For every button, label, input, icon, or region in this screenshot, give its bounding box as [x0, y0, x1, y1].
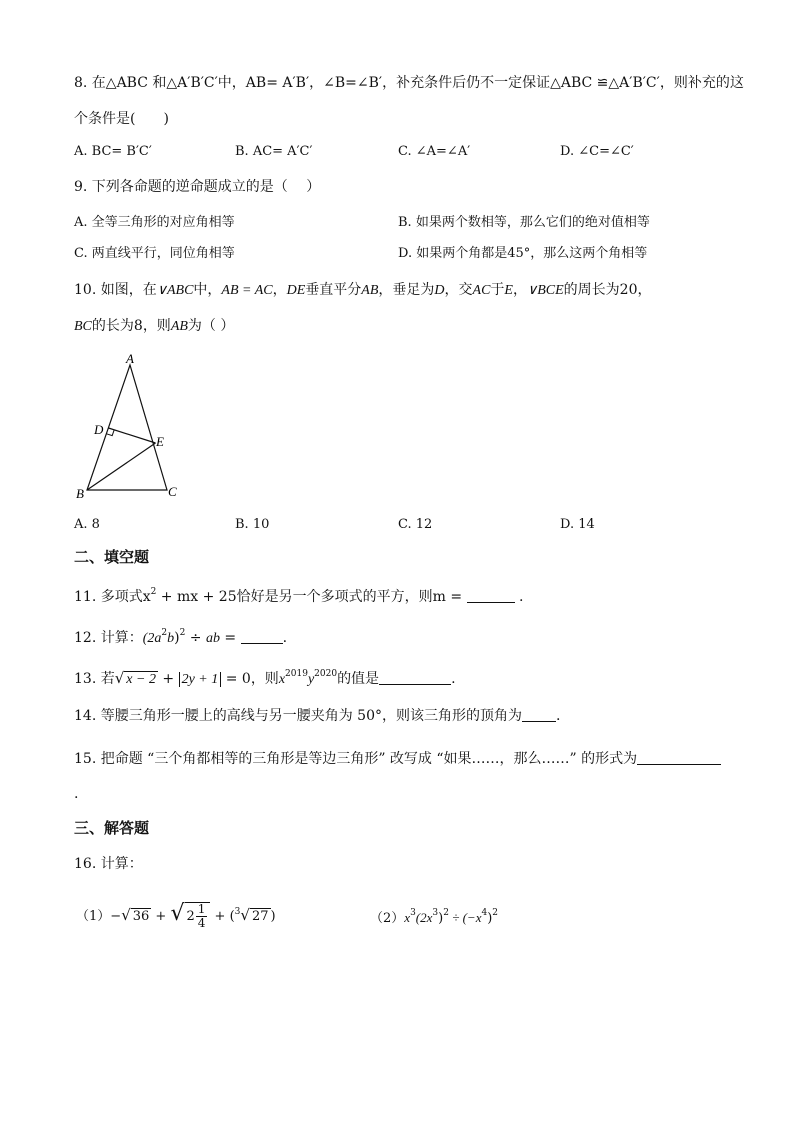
- segment-be: [87, 443, 156, 490]
- q12-text: 12. 计算：: [74, 630, 143, 646]
- q16-exp: 3: [410, 908, 416, 918]
- q10-text: ，垂足为: [378, 282, 435, 298]
- q10-option-c: C. 12: [398, 517, 433, 532]
- q14-answer-blank[interactable]: [522, 707, 556, 722]
- q13-answer-blank[interactable]: [379, 670, 451, 685]
- q15-text: 15. 把命题 “三个角都相等的三角形是等边三角形” 改写成 “如果……，那么……” 的形式为: [74, 751, 638, 767]
- q11-exponent: 2: [150, 587, 157, 597]
- q16-paren: ): [438, 911, 444, 926]
- segment-de: [109, 428, 156, 443]
- sqrt-sign-icon: √: [240, 906, 250, 924]
- q16-radicand-36: 36: [132, 909, 150, 924]
- q8-option-a: A. BC= B′C′: [74, 144, 152, 159]
- section-fill-in-heading: 二、填空题: [74, 548, 150, 566]
- q13-y: y: [307, 672, 315, 687]
- q11-x: x: [142, 589, 151, 605]
- q13-y-exp: 2020: [314, 669, 338, 679]
- q10-bc-length: 8: [133, 318, 143, 334]
- q10-line2: [74, 317, 234, 336]
- q16-exp: 2: [443, 908, 449, 918]
- q10-triangle-bce: ∨BCE: [526, 283, 564, 298]
- q10-text: 于: [490, 282, 505, 298]
- q13-x-exp: 2019: [285, 669, 308, 679]
- q9-option-c: C. 两直线平行，同位角相等: [74, 246, 235, 261]
- q16-whole: 2: [186, 909, 195, 924]
- q12-b: b: [167, 631, 175, 646]
- q10-de: DE: [286, 283, 306, 298]
- q8-option-c: C. ∠A=∠A′: [398, 144, 471, 159]
- q16-mixed-radicand: [185, 902, 211, 931]
- q16-exp: 2: [492, 908, 499, 918]
- q9-stem: 9. 下列各命题的逆命题成立的是（ ）: [74, 179, 321, 195]
- q13-text: 13. 若: [74, 671, 115, 687]
- q16-cube-index: 3: [234, 907, 241, 917]
- q16-neg: −: [110, 909, 122, 924]
- q16-fraction: [196, 903, 208, 930]
- q8-line1: 8. 在△ABC 和△A′B′C′中，AB= A′B′，∠B=∠B′，补充条件后仍不一定保证△ABC ≌△A′B′C′，则补充的这: [74, 75, 744, 91]
- q13-eq0: = 0: [221, 671, 251, 687]
- q16-exp: 3: [432, 908, 439, 918]
- q14-text: 14. 等腰三角形一腰上的高线与另一腰夹角为 50°，则该三角形的顶角为: [74, 708, 522, 724]
- q10-option-d: D. 14: [560, 517, 595, 532]
- q10-text: ，则: [142, 318, 171, 334]
- q10-ab: AB: [170, 319, 188, 334]
- q16-exp: 4: [481, 908, 488, 918]
- label-c: C: [168, 484, 177, 499]
- q10-line1: [74, 281, 652, 300]
- q10-text: 中，: [193, 282, 222, 298]
- q12-paren: ): [174, 630, 180, 646]
- q13-plus: +: [157, 671, 179, 687]
- q16-part2: [370, 904, 498, 928]
- q8-line2: 个条件是( ): [74, 111, 169, 127]
- q16-stem: 16. 计算：: [74, 856, 143, 872]
- q10-text: ，: [637, 282, 652, 298]
- q16-denominator: 4: [197, 916, 206, 930]
- q16-x: x: [404, 910, 411, 925]
- q14-period: .: [555, 708, 561, 724]
- q10-text: 为（ ）: [187, 318, 235, 334]
- q16-part1-label: （1）: [76, 909, 111, 924]
- q12-a-exp: 2: [161, 628, 168, 638]
- q10-bc: BC: [74, 319, 92, 334]
- q16-part1: [76, 902, 276, 931]
- q9-option-d: D. 如果两个角都是45°，那么这两个角相等: [398, 246, 648, 261]
- q12-a: a: [154, 631, 162, 646]
- q10-text: 的周长为: [563, 282, 620, 298]
- q15-answer-blank[interactable]: [637, 750, 721, 765]
- q10-text: 的长为: [91, 318, 134, 334]
- q16-plus: +: [151, 909, 171, 924]
- q16-part2-label: （2）: [370, 911, 405, 926]
- section-solution-heading: 三、解答题: [74, 819, 150, 837]
- q10-text: 10. 如图，在: [74, 282, 157, 298]
- q10-option-b: B. 10: [235, 517, 270, 532]
- q14-line: [74, 707, 560, 725]
- q11-expr: + mx + 25: [156, 589, 237, 605]
- label-a: A: [126, 351, 134, 366]
- q15-end: .: [74, 786, 79, 802]
- q10-triangle-figure: [70, 350, 190, 505]
- q16-radicand-27: 27: [251, 909, 269, 924]
- q16-term: (2x: [415, 910, 433, 925]
- q15-line: [74, 750, 721, 768]
- q9-option-b: B. 如果两个数相等，那么它们的绝对值相等: [398, 215, 650, 230]
- q10-triangle-abc: ∨ABC: [156, 283, 194, 298]
- q13-x: x: [278, 672, 286, 687]
- q8-option-d: D. ∠C=∠C′: [560, 144, 634, 159]
- label-b: B: [76, 486, 84, 501]
- sqrt-sign-icon: √: [170, 901, 185, 926]
- q12-answer-blank[interactable]: [241, 629, 283, 644]
- q13-radicand: x − 2: [126, 672, 156, 687]
- q13-abs: 2y + 1: [179, 672, 222, 687]
- q16-numerator: 1: [197, 902, 206, 916]
- q12-paren: (2: [142, 631, 155, 646]
- q13-text: ，则: [250, 671, 279, 687]
- q11-line: [74, 583, 523, 606]
- q10-ab-eq-ac: AB = AC: [221, 283, 273, 298]
- label-d: D: [94, 422, 104, 437]
- q10-d: D: [434, 283, 445, 298]
- q16-div-term: ÷ (−x: [448, 910, 482, 925]
- q10-ab: AB: [361, 283, 379, 298]
- q11-text: 恰好是另一个多项式的平方，则: [236, 589, 433, 605]
- q10-ac: AC: [472, 283, 491, 298]
- q13-line: [74, 665, 456, 689]
- q11-answer-blank[interactable]: [467, 588, 515, 603]
- q12-eq: =: [219, 630, 241, 646]
- q16-close-paren: ): [270, 909, 276, 924]
- q10-option-a: A. 8: [74, 517, 100, 532]
- q10-text: ，交: [444, 282, 473, 298]
- q11-period: .: [518, 589, 524, 605]
- q12-div: ÷: [185, 630, 206, 646]
- q12-line: [74, 624, 287, 648]
- q10-text: ，: [272, 282, 287, 298]
- q16-plus-paren: + (: [210, 909, 235, 924]
- q9-option-a: A. 全等三角形的对应角相等: [74, 215, 235, 230]
- q10-e: E: [504, 283, 513, 298]
- q12-period: .: [282, 630, 288, 646]
- q10-text: 垂直平分: [305, 282, 362, 298]
- sqrt-sign-icon: √: [121, 906, 131, 924]
- q11-m: m =: [432, 589, 463, 605]
- sqrt-sign-icon: √: [114, 669, 125, 687]
- q12-outer-exp: 2: [179, 628, 186, 638]
- label-e: E: [156, 434, 164, 449]
- q13-text: 的值是: [337, 671, 380, 687]
- q12-ab: ab: [205, 631, 220, 646]
- q16-paren: ): [487, 911, 493, 926]
- q13-period: .: [451, 671, 456, 687]
- q8-option-b: B. AC= A′C′: [235, 144, 313, 159]
- q11-text: 11. 多项式: [74, 589, 143, 605]
- q10-text: ，: [512, 282, 527, 298]
- q10-perimeter: 20: [619, 282, 638, 298]
